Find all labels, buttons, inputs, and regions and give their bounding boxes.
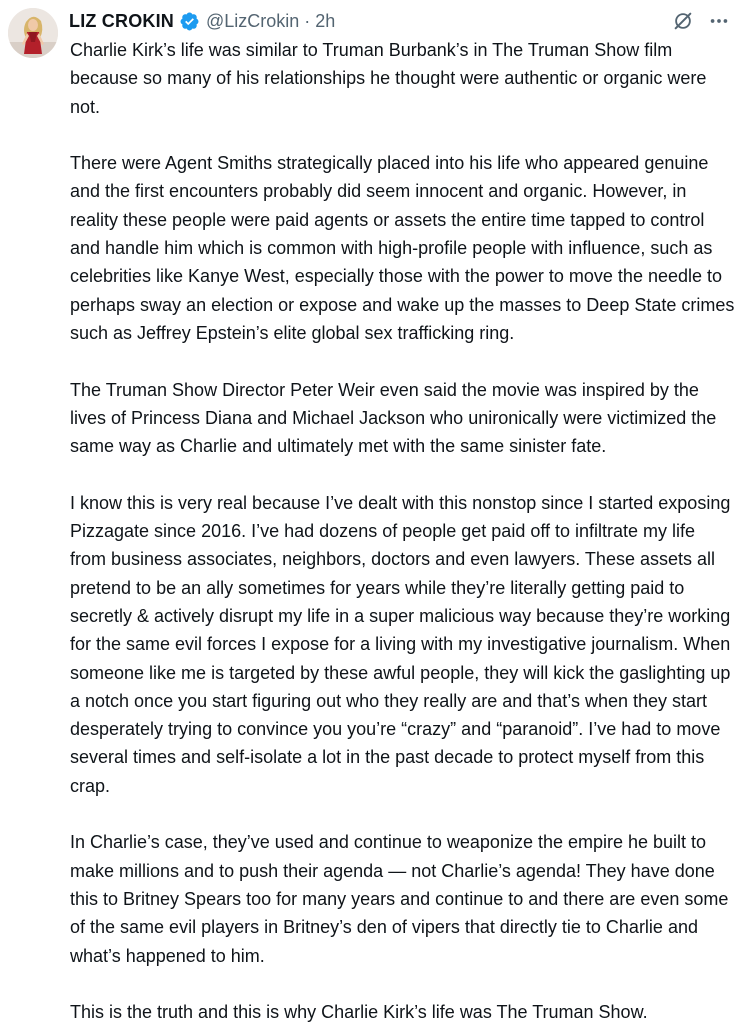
tweet-header bbox=[69, 6, 335, 36]
grok-icon[interactable] bbox=[670, 8, 696, 34]
author-handle[interactable]: @LizCrokin bbox=[206, 10, 300, 31]
verified-badge-icon bbox=[179, 11, 200, 32]
tweet-paragraph: There were Agent Smiths strategically placed into his life who appeared genuine and the first encounters probably did seem innocent and organic. However, in reality these people were paid agents or assets the entire time tapped to control and handle him which is common with high-profile people with influence, such as celebrities like Kanye West, especially those with the power to move the needle to perhaps sway an election or expose and wake up the masses to Deep State crimes such as Jeffrey Epstein’s elite global sex trafficking ring. bbox=[70, 153, 735, 343]
author-display-name[interactable]: LIZ CROKIN bbox=[69, 10, 174, 31]
avatar-photo bbox=[8, 8, 58, 58]
header-separator: · bbox=[304, 10, 311, 31]
tweet-text bbox=[70, 36, 735, 1026]
tweet-paragraph: In Charlie’s case, they’ve used and continue to weaponize the empire he built to make millions and to push their agenda — not Charlie’s agenda! They have done this to Britney Spears too for many years and continue to and there are even some of the same evil players in Britney’s den of vipers that directly tie to Charlie and what’s happened to him. bbox=[70, 832, 729, 966]
tweet-paragraph: I know this is very real because I’ve dealt with this nonstop since I started exposing Pizzagate since 2016. I’ve had dozens of people get paid off to infiltrate my life from business associates, neighbors, doctors and even lawyers. These assets all pretend to be an ally sometimes for years while they’re literally getting paid to secretly & actively disrupt my life in a super malicious way because they’re working for the same evil forces I expose for a living with my investigative journalism. When someone like me is targeted by these awful people, they will kick the gaslighting up a notch once you start figuring out who they really are and that’s when they start desperately trying to convince you you’re “crazy” and “paranoid”. I’ve had to move several times and self-isolate a lot in the past decade to protect myself from this crap. bbox=[70, 492, 731, 796]
avatar[interactable] bbox=[8, 8, 58, 58]
tweet-top-actions bbox=[670, 8, 732, 34]
tweet-paragraph: Charlie Kirk’s life was similar to Truman Burbank’s in The Truman Show film because so many of his relationships he thought were authentic or organic were not. bbox=[70, 40, 707, 117]
tweet-paragraph: The Truman Show Director Peter Weir even said the movie was inspired by the lives of Princess Diana and Michael Jackson who unironically were victimized the same way as Charlie and ultimately met with the same sinister fate. bbox=[70, 379, 717, 457]
tweet-paragraph: This is the truth and this is why Charlie Kirk’s life was The Truman Show. bbox=[70, 1002, 648, 1023]
tweet-timestamp[interactable]: 2h bbox=[315, 10, 336, 31]
more-icon[interactable] bbox=[706, 8, 732, 34]
